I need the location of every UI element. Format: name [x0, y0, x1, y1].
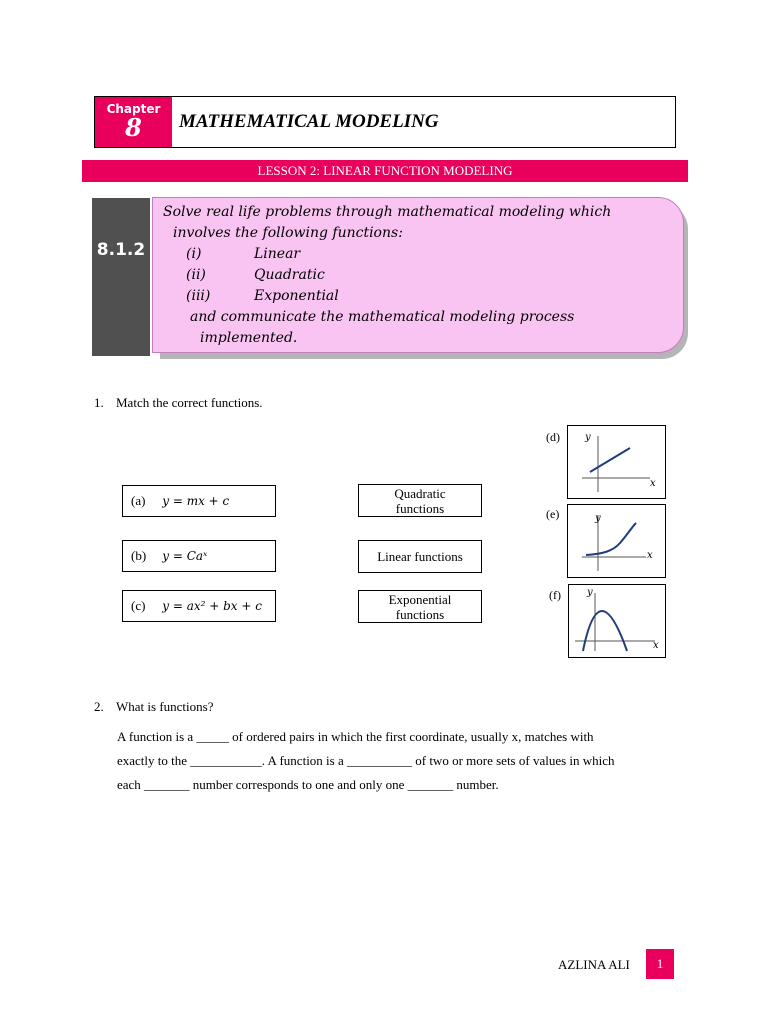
- graph-y-label: y: [585, 432, 591, 443]
- chapter-number: 8: [125, 113, 142, 142]
- equation-box-c[interactable]: [122, 590, 276, 622]
- graph-label-e: (e): [546, 507, 560, 521]
- graph-label-f: (f): [549, 588, 561, 602]
- objective-item-numeral-2: (ii): [186, 267, 206, 283]
- function-box-linear[interactable]: [358, 540, 482, 573]
- footer-author: AZLINA ALI: [558, 957, 630, 972]
- function-name-line-1: Exponential: [388, 591, 452, 607]
- graph-linear[interactable]: [567, 425, 666, 499]
- graph-x-label: x: [647, 550, 653, 561]
- objective-panel: [152, 197, 684, 353]
- graph-label-d: (d): [546, 430, 560, 444]
- equation-expression: y = Caˣ: [162, 549, 208, 563]
- equation-label: (c): [131, 598, 146, 613]
- equation-label: (a): [131, 493, 146, 508]
- question-2-line-2: exactly to the ___________. A function is a __________ of two or more sets of values in which: [117, 753, 615, 768]
- objective-line-4: implemented.: [200, 330, 298, 346]
- equation-expression: y = mx + c: [162, 494, 230, 508]
- question-1-number: 1.: [94, 395, 104, 410]
- objective-item-numeral-1: (i): [186, 246, 202, 262]
- objective-item-text-3: Exponential: [254, 288, 339, 304]
- equation-label: (b): [131, 548, 147, 563]
- chapter-title: MATHEMATICAL MODELING: [179, 111, 439, 132]
- function-name-line-1: Quadratic: [394, 485, 446, 501]
- lesson-title-bar: LESSON 2: LINEAR FUNCTION MODELING: [82, 160, 688, 182]
- function-box-quadratic[interactable]: [358, 484, 482, 517]
- objective-code: 8.1.2: [92, 198, 150, 356]
- graph-exponential[interactable]: [567, 504, 666, 578]
- linear-curve: [590, 448, 630, 472]
- equation-box-b[interactable]: [122, 540, 276, 572]
- function-name-line-2: functions: [395, 500, 445, 516]
- graph-y-label: y: [595, 513, 601, 524]
- page-number: 1: [646, 949, 674, 979]
- exponential-curve: [586, 523, 636, 555]
- objective-line-2: involves the following functions:: [173, 225, 403, 241]
- chapter-label: Chapter: [106, 102, 161, 116]
- function-box-exponential[interactable]: [358, 590, 482, 623]
- graph-y-label: y: [587, 587, 593, 598]
- function-name-line-2: functions: [395, 606, 445, 622]
- equation-expression: y = ax² + bx + c: [162, 599, 262, 613]
- function-name-line-1: Linear functions: [377, 549, 463, 564]
- quadratic-curve: [583, 611, 627, 651]
- objective-line-1: Solve real life problems through mathematical modeling which: [163, 204, 612, 220]
- objective-item-text-1: Linear: [254, 246, 301, 262]
- question-2-line-3: each _______ number corresponds to one and only one _______ number.: [117, 777, 499, 792]
- chapter-badge: [95, 97, 172, 147]
- objective-item-text-2: Quadratic: [254, 267, 325, 283]
- question-2-line-1: A function is a _____ of ordered pairs in which the first coordinate, usually x, matches with: [117, 729, 594, 744]
- graph-quadratic-plot: [569, 585, 665, 657]
- graph-quadratic[interactable]: [568, 584, 666, 658]
- graph-exponential-plot: [568, 505, 665, 577]
- question-1-text: Match the correct functions.: [116, 395, 263, 410]
- question-2-number: 2.: [94, 699, 104, 714]
- objective-item-numeral-3: (iii): [186, 288, 211, 304]
- question-2-text: What is functions?: [116, 699, 214, 714]
- graph-x-label: x: [650, 478, 656, 489]
- chapter-header: [94, 96, 676, 148]
- equation-box-a[interactable]: [122, 485, 276, 517]
- graph-x-label: x: [653, 640, 659, 651]
- objective-line-3: and communicate the mathematical modeling process: [190, 309, 575, 325]
